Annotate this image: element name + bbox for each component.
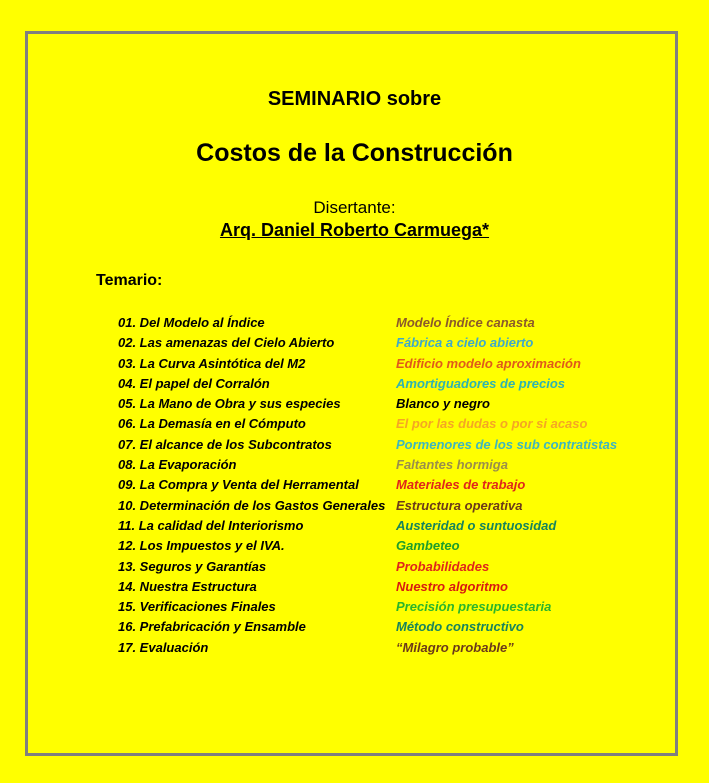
topic-text: 04. El papel del Corralón [118, 375, 270, 391]
topic-description: Austeridad o suntuosidad [396, 517, 557, 533]
topic-text: 12. Los Impuestos y el IVA. [118, 538, 285, 554]
temario-label: Temario: [96, 272, 163, 289]
topic-description: Precisión presupuestaria [396, 599, 552, 615]
topic-text: 02. Las amenazas del Cielo Abierto [118, 335, 335, 351]
topic-description: Nuestro algoritmo [396, 578, 508, 594]
topic-text: 17. Evaluación [118, 639, 209, 655]
topic-description: Pormenores de los sub contratistas [396, 436, 618, 452]
speaker-label: Disertante: [313, 198, 396, 217]
topic-description: Materiales de trabajo [396, 477, 526, 493]
topic-text: 05. La Mano de Obra y sus especies [118, 396, 341, 412]
topic-text: 11. La calidad del Interiorismo [118, 517, 304, 533]
topic-description: Fábrica a cielo abierto [396, 335, 534, 351]
topic-text: 13. Seguros y Garantías [118, 558, 267, 574]
topic-description: “Milagro probable” [396, 639, 514, 655]
speaker-name: Arq. Daniel Roberto Carmuega* [219, 220, 490, 240]
topic-text: 08. La Evaporación [118, 457, 237, 473]
topic-description: Probabilidades [396, 558, 490, 574]
topic-description: Blanco y negro [396, 396, 490, 412]
page-title: Costos de la Construcción [196, 139, 513, 167]
topic-description: Estructura operativa [396, 497, 523, 513]
topic-text: 06. La Demasía en el Cómputo [118, 416, 306, 432]
topic-description: Método constructivo [396, 619, 524, 635]
seminar-heading: SEMINARIO sobre [267, 88, 442, 110]
topic-description: Edificio modelo aproximación [396, 355, 581, 371]
topic-text: 03. La Curva Asintótica del M2 [118, 355, 306, 371]
topic-description: Gambeteo [396, 538, 460, 554]
topic-description: Amortiguadores de precios [396, 375, 566, 391]
topic-description: Modelo Índice canasta [396, 315, 535, 330]
topic-description: Faltantes hormiga [396, 457, 508, 473]
topic-text: 07. El alcance de los Subcontratos [118, 436, 332, 452]
topic-text: 01. Del Modelo al Índice [118, 315, 265, 330]
topic-text: 16. Prefabricación y Ensamble [118, 619, 306, 635]
topic-text: 15. Verificaciones Finales [118, 599, 276, 615]
topic-text: 10. Determinación de los Gastos Generales [118, 497, 386, 513]
topic-description: El por las dudas o por si acaso [396, 416, 588, 432]
topic-text: 14. Nuestra Estructura [118, 578, 257, 594]
topic-text: 09. La Compra y Venta del Herramental [118, 477, 359, 493]
